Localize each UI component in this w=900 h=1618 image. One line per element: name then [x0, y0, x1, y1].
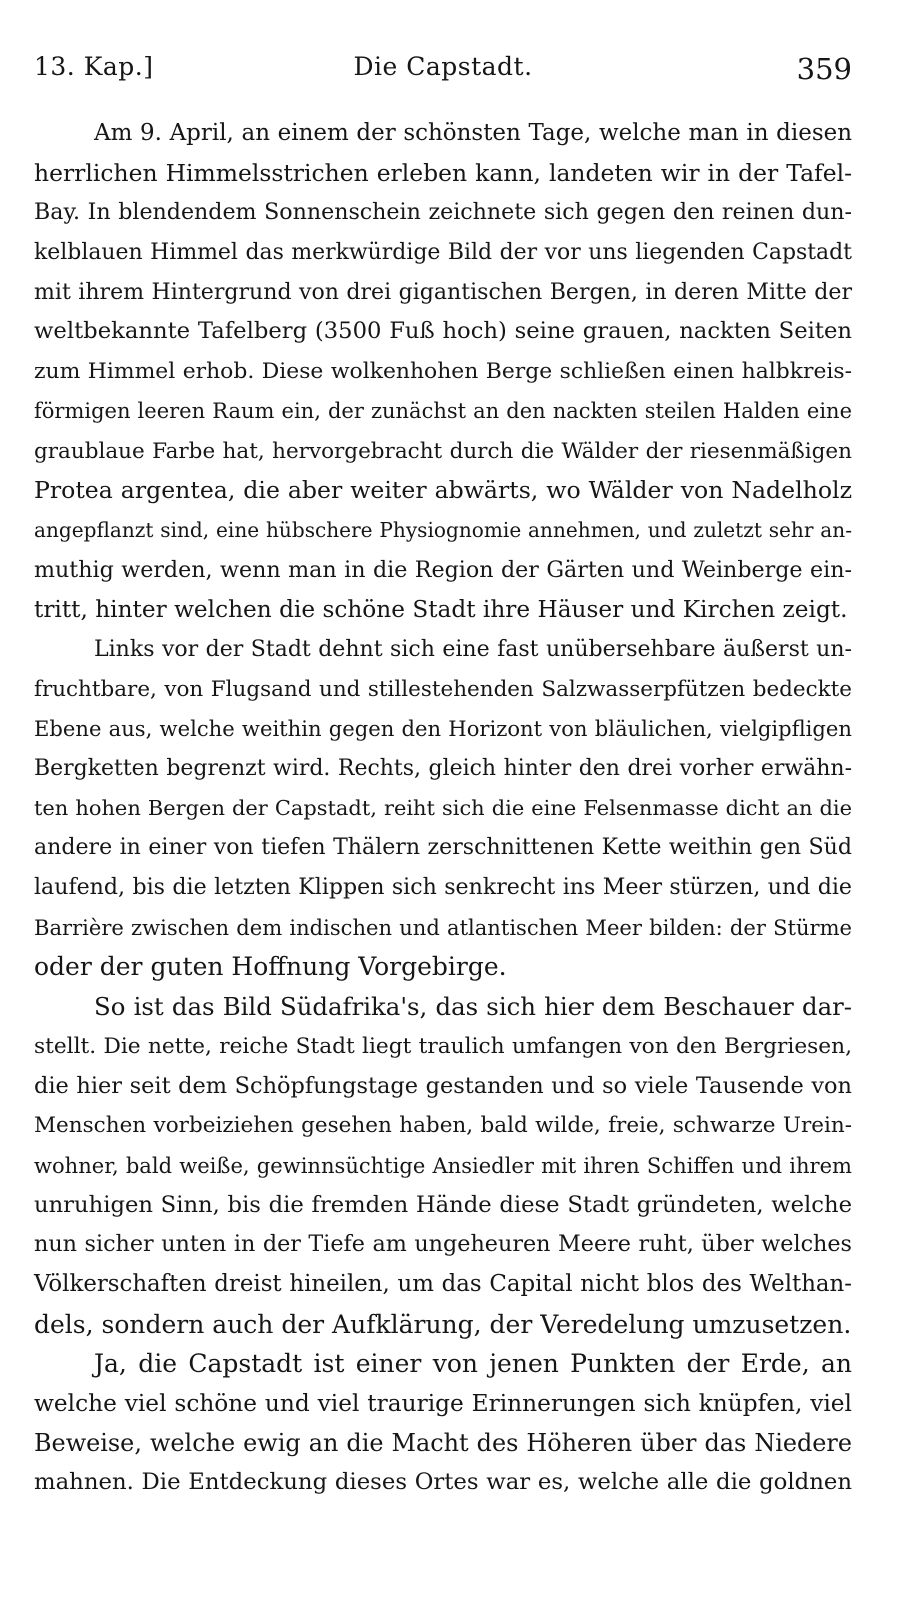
body-text — [34, 114, 852, 1503]
text-line: graublaue Farbe hat, hervorgebracht durch die Wälder der riesenmäßigen — [34, 438, 852, 464]
text-line: nun sicher unten in der Tiefe am ungeheuren Meere ruht, über welches — [34, 1231, 852, 1258]
text-line: unruhigen Sinn, bis die fremden Hände diese Stadt gründeten, welche — [34, 1191, 852, 1218]
text-line: förmigen leeren Raum ein, der zunächst an den nackten steilen Halden eine — [34, 398, 852, 423]
paragraph-3 — [34, 987, 852, 1344]
text-line: So ist das Bild Südafrika's, das sich hier dem Beschauer dar- — [94, 992, 852, 1022]
text-line: welche viel schöne und viel traurige Erinnerungen sich knüpfen, viel — [34, 1390, 852, 1417]
text-line: stellt. Die nette, reiche Stadt liegt traulich umfangen von den Bergriesen, — [34, 1033, 852, 1059]
text-line: Am 9. April, an einem der schönsten Tage, welche man in diesen — [94, 120, 852, 146]
text-line: herrlichen Himmelsstrichen erleben kann, landeten wir in der Tafel- — [34, 158, 852, 187]
text-line: andere in einer von tiefen Thälern zerschnittenen Kette weithin gen Süd — [34, 835, 852, 861]
text-line: zum Himmel erhob. Diese wolkenhohen Berge schließen einen halbkreis- — [34, 359, 852, 385]
text-line: Barrière zwischen dem indischen und atlantischen Meer bilden: der Stürme — [34, 914, 852, 940]
text-line: Völkerschaften dreist hineilen, um das Capital nicht blos des Welthan- — [34, 1270, 852, 1297]
chapter-label: 13. Kap.] — [34, 52, 154, 81]
paragraph-4 — [34, 1344, 852, 1503]
text-line: Menschen vorbeiziehen gesehen haben, bald wilde, freie, schwarze Urein- — [34, 1113, 852, 1139]
running-head — [34, 52, 852, 92]
paragraph-1 — [34, 114, 852, 630]
text-line: weltbekannte Tafelberg (3500 Fuß hoch) seine grauen, nackten Seiten — [34, 318, 852, 345]
page-number: 359 — [796, 52, 852, 86]
running-title: Die Capstadt. — [353, 52, 533, 81]
text-line: fruchtbare, von Flugsand und stillestehenden Salzwasserpfützen bedeckte — [34, 676, 852, 702]
text-line: Links vor der Stadt dehnt sich eine fast unübersehbare äußerst un- — [94, 636, 852, 662]
text-line: die hier seit dem Schöpfungstage gestanden und so viele Tausende von — [34, 1072, 852, 1099]
text-line: Ebene aus, welche weithin gegen den Horizont von bläulichen, vielgipfligen — [34, 716, 852, 742]
text-line: Protea argentea, die aber weiter abwärts, wo Wälder von Nadelholz — [34, 476, 852, 505]
text-line: angepflanzt sind, eine hübschere Physiognomie annehmen, und zuletzt sehr an- — [34, 517, 852, 542]
text-line: oder der guten Hoffnung Vorgebirge. — [34, 952, 507, 982]
text-line: laufend, bis die letzten Klippen sich senkrecht ins Meer stürzen, und die — [34, 875, 852, 901]
text-line: Bergketten begrenzt wird. Rechts, gleich hinter den drei vorher erwähn- — [34, 756, 852, 781]
text-line: dels, sondern auch der Aufklärung, der Veredelung umzusetzen. — [34, 1309, 852, 1339]
paragraph-2 — [34, 630, 852, 987]
text-line: Bay. In blendendem Sonnenschein zeichnete sich gegen den reinen dun- — [34, 199, 852, 226]
text-line: Beweise, welche ewig an die Macht des Höheren über das Niedere — [34, 1428, 852, 1457]
text-line: mit ihrem Hintergrund von drei gigantischen Bergen, in deren Mitte der — [34, 279, 852, 305]
text-line: wohner, bald weiße, gewinnsüchtige Ansiedler mit ihren Schiffen und ihrem — [34, 1152, 852, 1178]
text-line: tritt, hinter welchen die schöne Stadt ihre Häuser und Kirchen zeigt. — [34, 596, 848, 624]
text-line: Ja, die Capstadt ist einer von jenen Punkten der Erde, an — [94, 1349, 852, 1379]
text-line: kelblauen Himmel das merkwürdige Bild der vor uns liegenden Capstadt — [34, 240, 852, 266]
text-line: mahnen. Die Entdeckung dieses Ortes war es, welche alle die goldnen — [34, 1469, 852, 1496]
text-line: ten hohen Bergen der Capstadt, reiht sich die eine Felsenmasse dicht an die — [34, 795, 852, 820]
text-line: muthig werden, wenn man in die Region der Gärten und Weinberge ein- — [34, 556, 852, 583]
